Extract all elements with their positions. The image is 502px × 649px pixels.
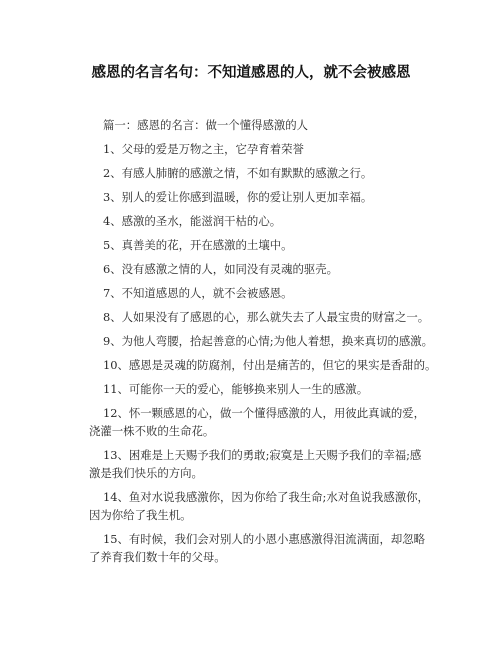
quote-line-2: 2、有感人肺腑的感激之情，不如有默默的感激之行。: [103, 166, 373, 180]
quote-line-4: 4、感激的圣水，能滋润干枯的心。: [103, 214, 282, 228]
quote-line-1: 1、父母的爱是万物之主，它孕育着荣誉: [103, 142, 304, 156]
quote-line-13b: 激是我们快乐的方向。: [89, 466, 203, 480]
quote-line-10: 10、感恩是灵魂的防腐剂，付出是痛苦的，但它的果实是香甜的。: [103, 358, 437, 372]
document-title: 感恩的名言名句：不知道感恩的人，就不会被感恩: [91, 65, 411, 81]
quote-line-15b: 了养育我们数十年的父母。: [89, 550, 226, 564]
quote-line-9: 9、为他人弯腰，拾起善意的心情;为他人着想，换来真切的感激。: [103, 334, 434, 348]
quote-line-8: 8、人如果没有了感恩的心，那么就失去了人最宝贵的财富之一。: [103, 310, 430, 324]
quote-line-11: 11、可能你一天的爱心，能够换来别人一生的感激。: [103, 382, 369, 396]
quote-line-14a: 14、鱼对水说我感激你，因为你给了我生命;水对鱼说我感激你，: [103, 490, 429, 504]
section-heading: 篇一：感恩的名言：做一个懂得感激的人: [103, 118, 309, 132]
quote-line-15a: 15、有时候，我们会对别人的小恩小惠感激得泪流满面，却忽略: [103, 532, 426, 546]
quote-line-6: 6、没有感激之情的人，如同没有灵魂的驱壳。: [103, 262, 339, 276]
quote-line-12a: 12、怀一颗感恩的心，做一个懂得感激的人，用彼此真诚的爱，: [103, 406, 426, 420]
quote-line-14b: 因为你给了我生机。: [89, 508, 192, 522]
quote-line-7: 7、不知道感恩的人，就不会被感恩。: [103, 286, 293, 300]
quote-line-3: 3、别人的爱让你感到温暖，你的爱让别人更加幸福。: [103, 190, 373, 204]
quote-line-13a: 13、困难是上天赐予我们的勇敢;寂寞是上天赐予我们的幸福;感: [103, 448, 422, 462]
quote-line-5: 5、真善美的花，开在感激的土壤中。: [103, 238, 293, 252]
quote-line-12b: 浇灌一株不败的生命花。: [89, 424, 215, 438]
